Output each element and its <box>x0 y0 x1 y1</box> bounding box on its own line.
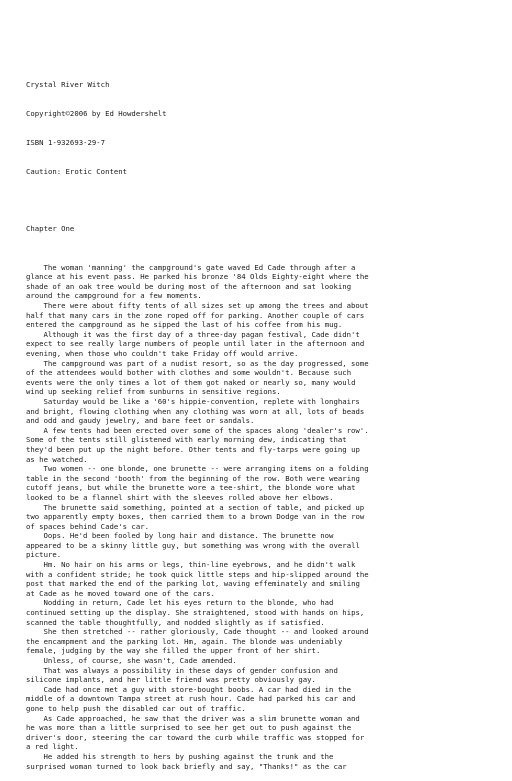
isbn-line: ISBN 1-932693-29-7 <box>26 137 106 147</box>
paragraph <box>26 301 512 330</box>
paragraph <box>26 752 512 771</box>
paragraph-line: two apparently empty boxes, then carried them to a brown Dodge van in the row <box>26 512 365 522</box>
paragraph-line: evening, when those who couldn't take Friday off would arrive. <box>26 349 299 358</box>
paragraph-line: silicone implants, and her little friend was pretty obviously gay. <box>26 675 316 685</box>
paragraph-line: around the campground for a few moments. <box>26 291 202 301</box>
paragraph-line: of the attendees would bother with clothes and some wouldn't. Because such <box>26 368 352 378</box>
paragraph-line: appeared to be a skinny little guy, but something was wrong with the overall <box>26 540 360 550</box>
paragraph-line: gone to help push the disabled car out of traffic. <box>26 703 246 713</box>
paragraph-line: continued setting up the display. She straightened, stood with hands on hips, <box>26 608 365 618</box>
paragraph-line: There were about fifty tents of all sizes set up among the trees and about <box>43 301 369 311</box>
book-title: Crystal River Witch <box>26 80 110 90</box>
paragraph-line: he was more than a little surprised to see her get out to push against the <box>26 723 352 733</box>
paragraph <box>26 426 512 464</box>
paragraph-line: and odd and gaudy jewelry, and bare feet or sandals. <box>26 416 255 426</box>
paragraph <box>26 560 512 598</box>
paragraph <box>26 503 512 532</box>
paragraph-line: That was always a possibility in these days of gender confusion and <box>43 665 338 675</box>
paragraph-line: driver's door, steering the car toward the curb while traffic was stopped for <box>26 732 365 742</box>
paragraph-line: scanned the table thoughtfully, and nodded slightly as if satisfied. <box>26 617 325 627</box>
paragraph-line: post that marked the end of the parking lot, waving effeminately and smiling <box>26 579 360 589</box>
paragraph <box>26 627 512 656</box>
body-text <box>26 263 512 771</box>
paragraph-line: looked to be a flannel shirt with the sleeves rolled above her elbows. <box>26 492 334 502</box>
caution-line: Caution: Erotic Content <box>26 166 128 176</box>
paragraph-line: She then stretched -- rather gloriously, Cade thought -- and looked around <box>43 627 369 637</box>
paragraph-line: Unless, of course, she wasn't, Cade amended. <box>43 656 237 665</box>
paragraph <box>26 666 512 685</box>
paragraph <box>26 531 512 560</box>
paragraph-line: glance at his event pass. He parked his bronze '84 Olds Eighty-eight where the <box>26 272 369 282</box>
paragraph-line: middle of a downtown Tampa street at rush hour. Cade had parked his car and <box>26 694 356 704</box>
paragraph-line: Although it was the first day of a three-day pagan festival, Cade didn't <box>43 329 360 339</box>
paragraph-line: A few tents had been erected over some of the spaces along 'dealer's row'. <box>43 425 369 435</box>
paragraph-line: cutoff jeans, but while the brunette wore a tee-shirt, the blonde wore what <box>26 483 356 493</box>
paragraph <box>26 263 512 301</box>
paragraph-line: and bright, flowing clothing when any clothing was worn at all, lots of beads <box>26 406 365 416</box>
paragraph-line: Two women -- one blonde, one brunette -- were arranging items on a folding <box>43 464 369 474</box>
paragraph-line: The woman 'manning' the campground's gate waved Ed Cade through after a <box>43 262 356 272</box>
paragraph-line: Hm. No hair on his arms or legs, thin-line eyebrows, and he didn't walk <box>43 560 356 570</box>
paragraph-line: at Cade as he moved toward one of the cars. <box>26 588 215 598</box>
paragraph-line: with a confident stride; he took quick little steps and hip-slipped around the <box>26 569 369 579</box>
copyright-line: Copyright©2006 by Ed Howdershelt <box>26 109 167 119</box>
title-block <box>26 61 512 195</box>
paragraph-line: As Cade approached, he saw that the driver was a slim brunette woman and <box>43 713 360 723</box>
paragraph-line: He added his strength to hers by pushing against the trunk and the <box>43 751 334 761</box>
paragraph-line: as he watched. <box>26 454 88 464</box>
paragraph-line: Cade had once met a guy with store-bought boobs. A car had died in the <box>43 684 352 694</box>
paragraph-line: picture. <box>26 550 62 560</box>
paragraph-line: expect to see really large numbers of people until later in the afternoon and <box>26 339 365 349</box>
paragraph-line: Saturday would be like a '60's hippie-convention, replete with longhairs <box>43 396 360 406</box>
paragraph-line: shade of an oak tree would be during most of the afternoon and sat looking <box>26 281 352 291</box>
paragraph <box>26 359 512 397</box>
paragraph-line: of spaces behind Cade's car. <box>26 521 150 531</box>
paragraph-line: surprised woman turned to look back briefly and say, "Thanks!" as the car <box>26 761 347 771</box>
paragraph-line: half that many cars in the zone roped off for parking. Another couple of cars <box>26 310 365 320</box>
paragraph <box>26 598 512 627</box>
paragraph-line: they'd been put up the night before. Other tents and fly-tarps were going up <box>26 444 360 454</box>
paragraph <box>26 397 512 426</box>
paragraph <box>26 685 512 714</box>
paragraph-line: Some of the tents still glistened with early morning dew, indicating that <box>26 435 347 445</box>
paragraph-line: a red light. <box>26 742 79 752</box>
paragraph <box>26 464 512 502</box>
paragraph-line: entered the campground as he sipped the last of his coffee from his mug. <box>26 320 343 330</box>
paragraph-line: wind up seeking relief from sunburns in sensitive regions. <box>26 387 281 397</box>
chapter-heading: Chapter One <box>26 224 75 234</box>
paragraph-line: Oops. He'd been fooled by long hair and distance. The brunette now <box>43 531 334 541</box>
paragraph-line: The campground was part of a nudist resort, so as the day progressed, some <box>43 358 369 368</box>
paragraph <box>26 656 512 666</box>
paragraph-line: table in the second 'booth' from the beginning of the row. Both were wearing <box>26 473 360 483</box>
paragraph-line: female, judging by the way she filled the upper front of her shirt. <box>26 646 321 656</box>
paragraph-line: Nodding in return, Cade let his eyes return to the blonde, who had <box>43 598 334 608</box>
paragraph-line: The brunette said something, pointed at a section of table, and picked up <box>43 502 365 512</box>
paragraph <box>26 330 512 359</box>
paragraph-line: events were the only times a lot of them got naked or nearly so, many would <box>26 377 356 387</box>
paragraph <box>26 714 512 752</box>
paragraph-line: the encampment and the parking lot. Hm, again. The blonde was undeniably <box>26 636 343 646</box>
